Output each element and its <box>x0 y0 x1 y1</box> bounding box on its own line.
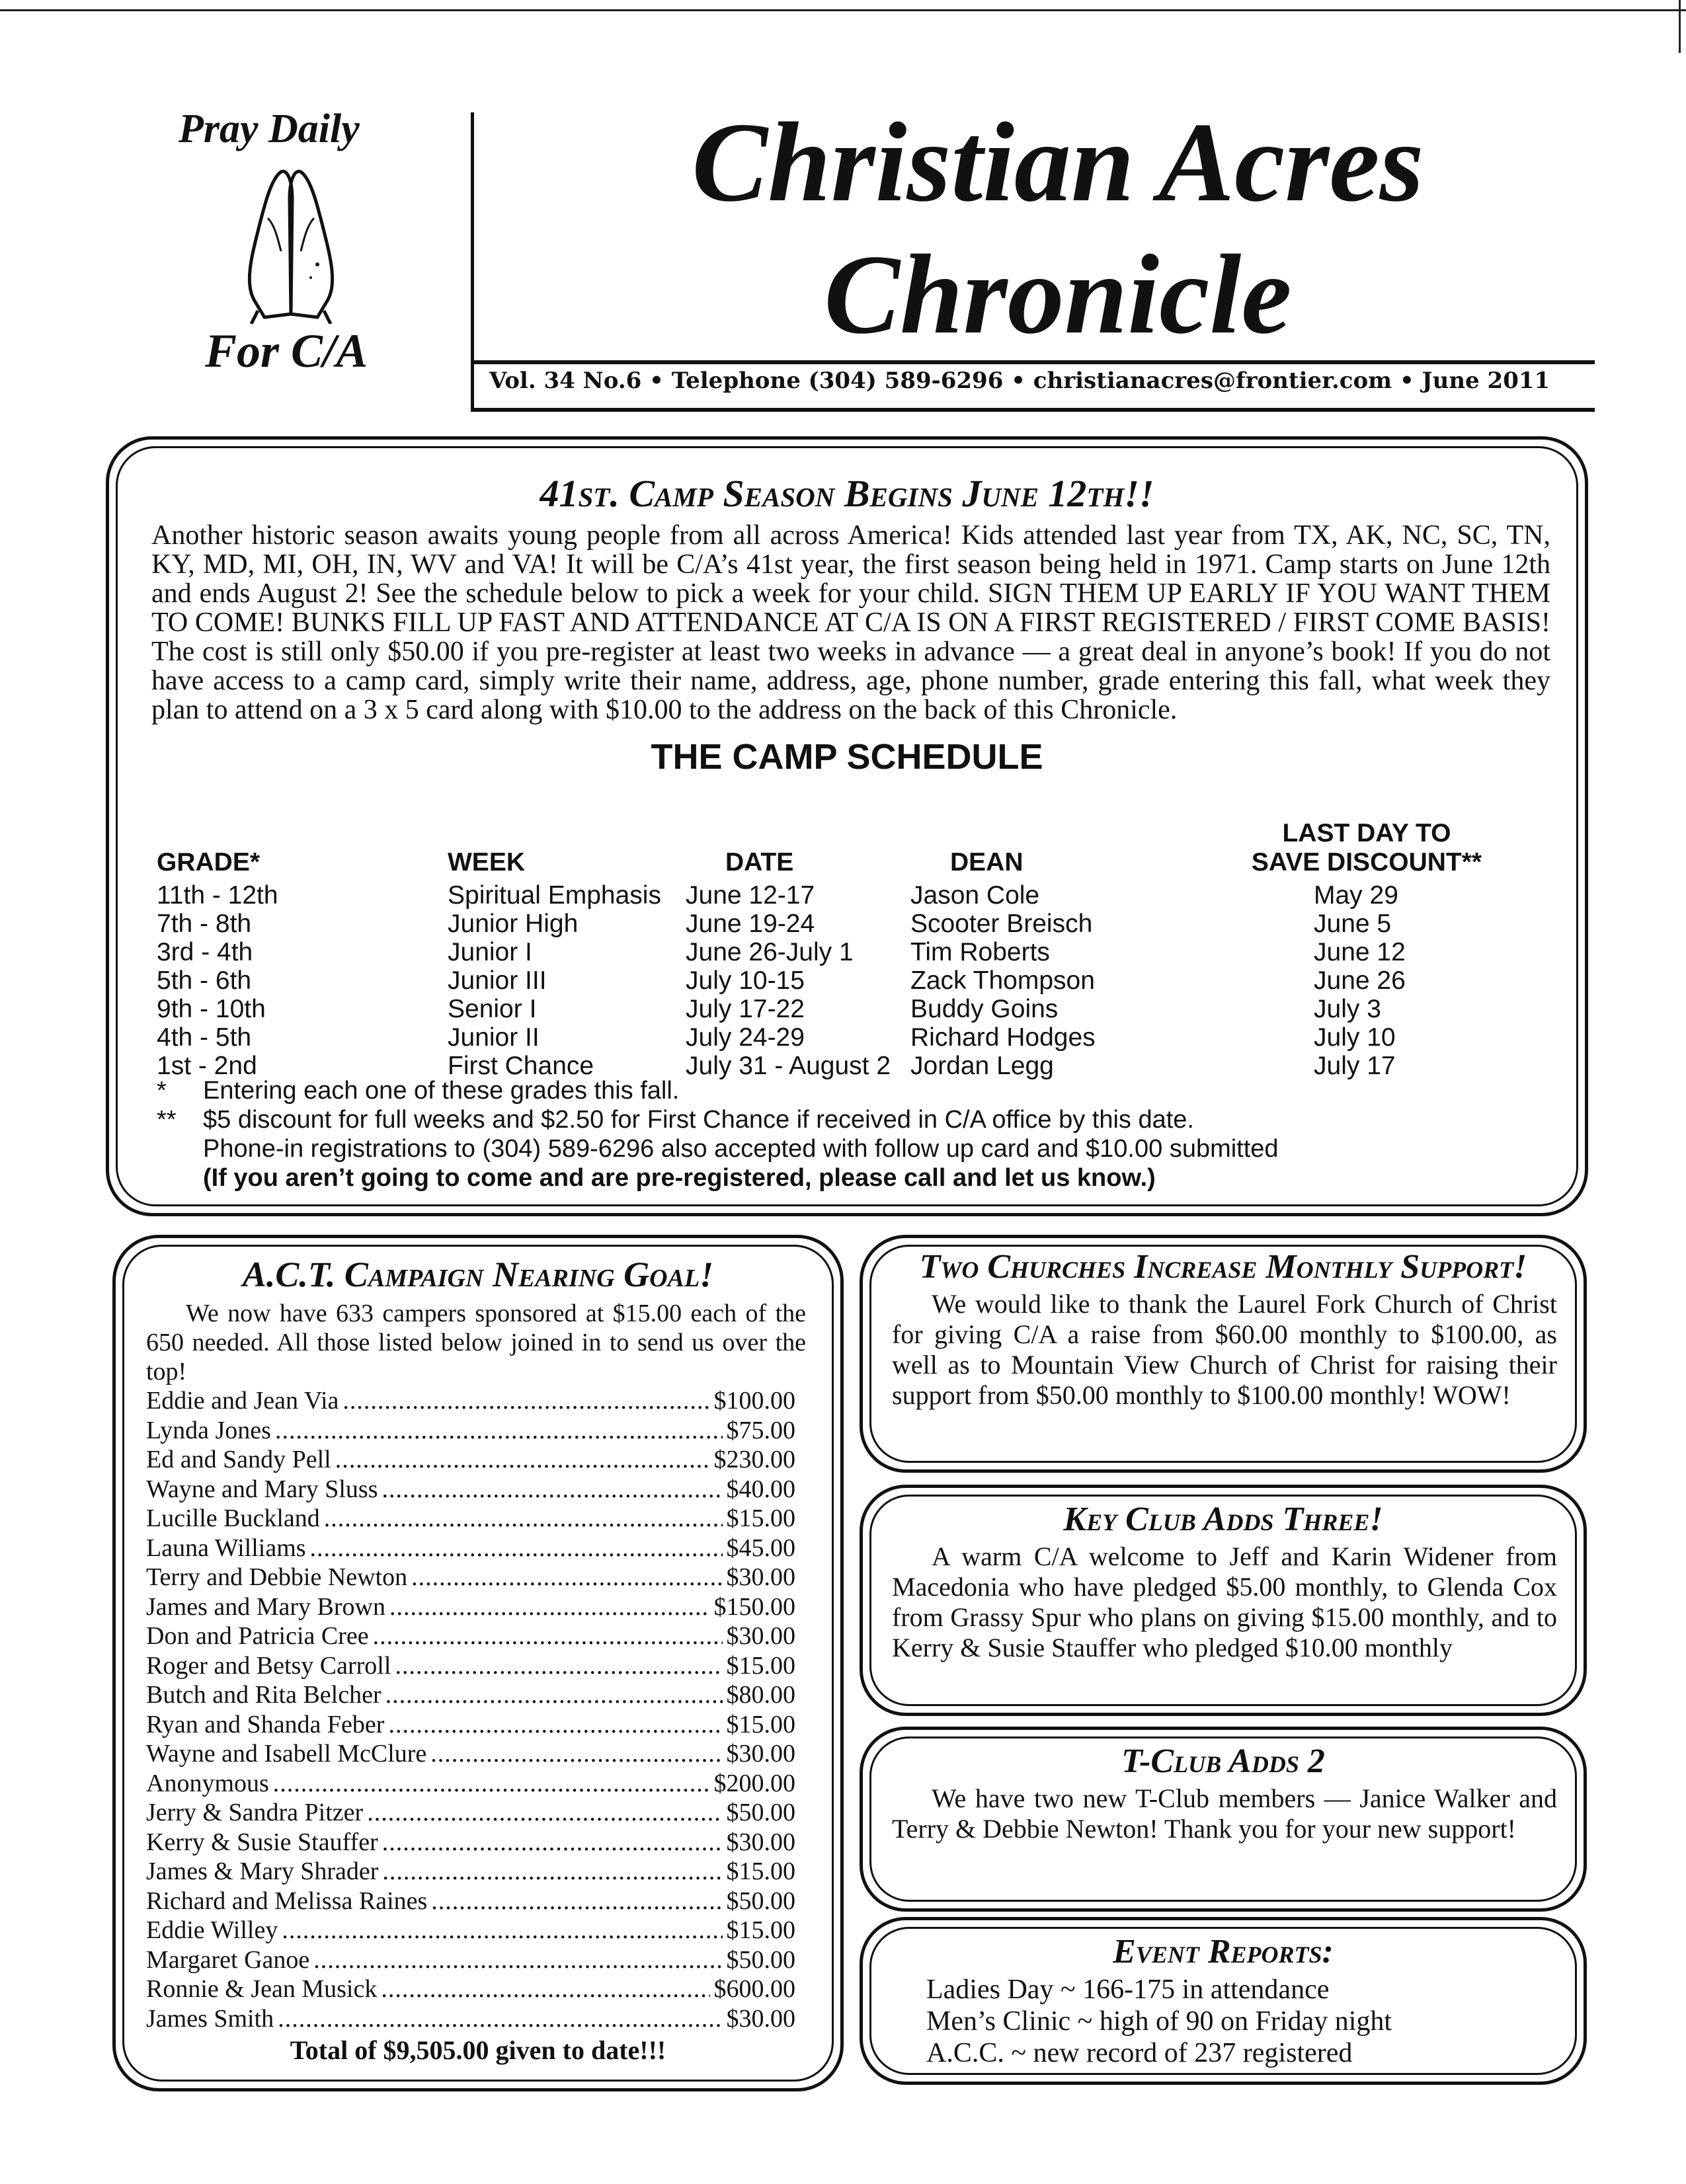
donor-row <box>146 1680 795 1710</box>
row-date: July 17-22 <box>686 995 805 1023</box>
schedule-row <box>157 1052 1558 1080</box>
note2-text: $5 discount for full weeks and $2.50 for First Chance if received in C/A office by this date. <box>203 1106 1194 1134</box>
act-intro-text: We now have 633 campers sponsored at $15.00 each of the 650 needed. All those listed below joined in to send us over the top! <box>146 1300 806 1385</box>
donor-amount: $50.00 <box>726 1887 795 1915</box>
donor-row <box>146 1534 795 1563</box>
note2-mark: ** <box>157 1106 177 1134</box>
event-list <box>926 1974 1557 2069</box>
donor-row <box>146 1798 795 1828</box>
act-campaign-box <box>112 1235 844 2091</box>
schedule-row <box>157 1023 1558 1052</box>
leader-dots <box>411 1563 722 1592</box>
donor-amount: $50.00 <box>726 1799 795 1826</box>
donor-amount: $15.00 <box>726 1651 795 1680</box>
donor-amount: $50.00 <box>726 1945 795 1974</box>
two-churches-box <box>860 1235 1587 1473</box>
donor-amount: $30.00 <box>726 1828 795 1856</box>
header-last-day-line1: LAST DAY TO <box>1282 819 1451 847</box>
leader-dots <box>324 1504 723 1534</box>
events-headline: Event Reports: <box>1113 1933 1334 1970</box>
header-last-day-line2: SAVE DISCOUNT** <box>1251 848 1482 877</box>
top-border-line <box>0 9 1686 11</box>
praying-hands-icon <box>218 159 364 324</box>
donor-amount: $15.00 <box>726 1857 795 1885</box>
act-total: Total of $9,505.00 given to date!!! <box>290 2035 666 2065</box>
churches-body-text: We would like to thank the Laurel Fork Church of Christ for giving C/A a raise from $60.00 monthly to $100.00, as well as to Mountain View Church of Christ for raising their support from $50.00 monthly to $100.00 monthly! WOW! <box>892 1289 1557 1410</box>
donor-row <box>146 1504 795 1534</box>
row-grade: 7th - 8th <box>157 910 252 938</box>
row-week: Spiritual Emphasis <box>448 881 661 910</box>
masthead-rule-top <box>471 360 1595 364</box>
leader-dots <box>381 1974 709 2004</box>
donor-name: Anonymous <box>146 1769 269 1797</box>
row-grade: 11th - 12th <box>157 881 278 910</box>
note-discount-footnote <box>157 1105 1279 1134</box>
keyclub-headline: Key Club Adds Three! <box>1063 1501 1383 1538</box>
leader-dots <box>335 1445 710 1475</box>
donor-name: Butch and Rita Belcher <box>146 1681 381 1709</box>
row-grade: 4th - 5th <box>157 1023 252 1052</box>
schedule-row <box>157 881 1558 910</box>
leader-dots <box>389 1592 710 1622</box>
schedule-row <box>157 910 1558 938</box>
row-dean: Jordan Legg <box>910 1052 1054 1080</box>
leader-dots <box>310 1534 723 1563</box>
donor-amount: $30.00 <box>726 2004 795 2033</box>
row-dean: Richard Hodges <box>910 1023 1096 1052</box>
row-grade: 9th - 10th <box>157 995 266 1023</box>
event-item: A.C.C. ~ new record of 237 registered <box>926 2038 1353 2068</box>
row-week: Junior I <box>448 938 532 966</box>
churches-headline: Two Churches Increase Monthly Support! <box>919 1248 1527 1286</box>
leader-dots <box>373 1621 723 1651</box>
donor-name: Don and Patricia Cree <box>146 1622 369 1650</box>
donor-amount: $40.00 <box>726 1475 795 1503</box>
row-date: June 12-17 <box>686 881 815 910</box>
camp-season-box <box>106 436 1588 1216</box>
donor-amount: $80.00 <box>726 1681 795 1709</box>
donor-name: Launa Williams <box>146 1534 306 1562</box>
leader-dots <box>273 1769 710 1799</box>
camp-headline: 41st. Camp Season Begins June 12th!! <box>540 472 1154 515</box>
masthead-vertical-rule <box>471 112 474 410</box>
donor-name: James & Mary Shrader <box>146 1857 379 1885</box>
donor-row <box>146 1475 795 1504</box>
row-dean: Scooter Breisch <box>910 910 1093 938</box>
donor-amount: $30.00 <box>726 1563 795 1591</box>
row-grade: 5th - 6th <box>157 966 252 995</box>
row-last-day: June 26 <box>1314 966 1406 995</box>
header-last-day <box>1241 819 1492 877</box>
donor-row <box>146 1710 795 1740</box>
schedule-row <box>157 995 1558 1023</box>
donor-name: Eddie and Jean Via <box>146 1387 339 1415</box>
leader-dots <box>385 1680 723 1710</box>
act-headline: A.C.T. Campaign Nearing Goal! <box>242 1255 714 1294</box>
leader-dots <box>282 1916 722 1945</box>
donor-row <box>146 1857 795 1887</box>
donor-amount: $15.00 <box>726 1710 795 1738</box>
donor-amount: $600.00 <box>713 1975 795 2003</box>
donor-name: Wayne and Mary Sluss <box>146 1475 378 1503</box>
donor-name: Lynda Jones <box>146 1416 271 1444</box>
donor-row <box>146 1828 795 1857</box>
leader-dots <box>382 1475 723 1504</box>
note-phone-registration <box>157 1134 1279 1163</box>
row-week: First Chance <box>448 1052 594 1080</box>
leader-dots <box>382 1857 722 1887</box>
leader-dots <box>278 2004 722 2034</box>
donor-row <box>146 1887 795 1916</box>
issue-info-line: Vol. 34 No.6 • Telephone (304) 589-6296 • christianacres@frontier.com • June 2011 <box>489 368 1550 394</box>
leader-dots <box>342 1386 709 1416</box>
camp-body-text: Another historic season awaits young people from all across America! Kids attended last year from TX, AK, NC, SC, TN, KY, MD, MI, OH, IN, WV and VA! It will be C/A’s 41st year, the first season being held in 1971. Camp starts on June 12th and ends August 2! See the schedule below to pick a week for your child. SIGN THEM UP EARLY IF YOU WANT THEM TO COME! BUNKS FILL UP FAST AND ATTENDANCE AT C/A IS ON A FIRST REGISTERED / FIRST COME BASIS! The cost is still only $50.00 if you pre-register at least two weeks in advance — a great deal in anyone’s book! If you do not have access to a camp card, simply write their name, address, age, phone number, grade entering this fall, what week they plan to attend on a 3 x 5 card along with $10.00 to the address on the back of this Chronicle. <box>151 520 1550 725</box>
masthead-rule-bottom <box>471 408 1595 412</box>
tclub-headline: T-Club Adds 2 <box>1121 1742 1325 1780</box>
leader-dots <box>382 1828 723 1857</box>
donor-amount: $15.00 <box>726 1916 795 1944</box>
donor-name: Margaret Ganoe <box>146 1945 310 1974</box>
donor-name: Terry and Debbie Newton <box>146 1563 408 1591</box>
row-dean: Tim Roberts <box>910 938 1050 966</box>
note-grade-footnote <box>157 1076 1279 1105</box>
donor-row <box>146 1651 795 1681</box>
note3-text: Phone-in registrations to (304) 589-6296 also accepted with follow up card and $10.00 submitted <box>203 1135 1279 1163</box>
donor-row <box>146 1445 795 1475</box>
row-dean: Buddy Goins <box>910 995 1059 1023</box>
note1-text: Entering each one of these grades this fall. <box>203 1077 680 1105</box>
donor-amount: $30.00 <box>726 1622 795 1650</box>
donor-name: Eddie Willey <box>146 1916 278 1944</box>
donor-amount: $15.00 <box>726 1504 795 1532</box>
leader-dots <box>367 1798 722 1828</box>
donor-name: Ed and Sandy Pell <box>146 1446 331 1473</box>
donor-row <box>146 1739 795 1769</box>
event-item: Men’s Clinic ~ high of 90 on Friday night <box>926 2006 1392 2037</box>
donor-name: Ryan and Shanda Feber <box>146 1710 385 1738</box>
row-grade: 3rd - 4th <box>157 938 253 966</box>
donor-amount: $200.00 <box>713 1769 795 1797</box>
donor-row <box>146 1769 795 1799</box>
row-date: July 10-15 <box>686 966 805 995</box>
event-reports-box <box>860 1917 1587 2085</box>
header-date: DATE <box>725 848 794 877</box>
donor-amount: $75.00 <box>726 1416 795 1444</box>
keyclub-body-text: A warm C/A welcome to Jeff and Karin Widener from Macedonia who have pledged $5.00 monthly, to Glenda Cox from Grassy Spur who plans on giving $15.00 monthly, and to Kerry & Susie Stauffer who pledged $10.00 monthly <box>892 1541 1557 1662</box>
donor-amount: $30.00 <box>726 1740 795 1768</box>
row-week: Senior I <box>448 995 537 1023</box>
donor-name: James and Mary Brown <box>146 1592 385 1621</box>
header-week: WEEK <box>448 848 525 877</box>
schedule-row <box>157 938 1558 966</box>
leader-dots <box>388 1710 722 1740</box>
header-grade: GRADE* <box>157 848 261 877</box>
note-please-call <box>157 1163 1279 1192</box>
right-border-line <box>1679 0 1681 53</box>
donor-list <box>146 1386 795 2033</box>
donor-amount: $230.00 <box>713 1446 795 1473</box>
row-grade: 1st - 2nd <box>157 1052 257 1080</box>
leader-dots <box>395 1651 722 1681</box>
row-week: Junior III <box>448 966 547 995</box>
donor-row <box>146 1592 795 1622</box>
donor-amount: $100.00 <box>713 1387 795 1415</box>
row-dean: Jason Cole <box>910 881 1040 910</box>
donor-row <box>146 1563 795 1592</box>
donor-amount: $45.00 <box>726 1534 795 1562</box>
row-date: July 31 - August 2 <box>686 1052 891 1080</box>
row-dean: Zack Thompson <box>910 966 1095 995</box>
donor-name: Jerry & Sandra Pitzer <box>146 1799 364 1826</box>
donor-row <box>146 1974 795 2004</box>
key-club-box <box>860 1485 1587 1716</box>
row-last-day: June 5 <box>1314 910 1392 938</box>
donor-name: Roger and Betsy Carroll <box>146 1651 391 1680</box>
donor-name: Lucille Buckland <box>146 1504 320 1532</box>
event-item: Ladies Day ~ 166-175 in attendance <box>926 1974 1330 2005</box>
newsletter-title-line2: Chronicle <box>824 232 1292 358</box>
schedule-notes <box>157 1076 1279 1192</box>
donor-row <box>146 1386 795 1416</box>
row-date: June 19-24 <box>686 910 815 938</box>
donor-row <box>146 2004 795 2034</box>
leader-dots <box>313 1945 722 1975</box>
donor-row <box>146 1945 795 1975</box>
row-last-day: May 29 <box>1314 881 1398 910</box>
header-dean: DEAN <box>950 848 1024 877</box>
donor-amount: $150.00 <box>713 1592 795 1621</box>
donor-name: Richard and Melissa Raines <box>146 1887 428 1915</box>
t-club-box <box>860 1727 1587 1912</box>
row-week: Junior High <box>448 910 579 938</box>
donor-row <box>146 1416 795 1446</box>
row-last-day: July 3 <box>1314 995 1381 1023</box>
schedule-header-row <box>157 816 1558 877</box>
schedule-row <box>157 966 1558 995</box>
donor-row <box>146 1916 795 1945</box>
row-last-day: July 10 <box>1314 1023 1396 1052</box>
pray-daily-logo <box>152 106 443 397</box>
newsletter-title-line1: Christian Acres <box>692 100 1424 225</box>
row-date: June 26-July 1 <box>686 938 854 966</box>
leader-dots <box>431 1887 722 1916</box>
row-last-day: July 17 <box>1314 1052 1396 1080</box>
donor-row <box>146 1621 795 1651</box>
leader-dots <box>430 1739 722 1769</box>
note1-mark: * <box>157 1077 167 1105</box>
donor-name: Ronnie & Jean Musick <box>146 1975 378 2003</box>
row-date: July 24-29 <box>686 1023 805 1052</box>
logo-bottom-text: For C/A <box>205 325 368 377</box>
leader-dots <box>275 1416 723 1446</box>
row-week: Junior II <box>448 1023 540 1052</box>
donor-name: Kerry & Susie Stauffer <box>146 1828 378 1856</box>
tclub-body-text: We have two new T-Club members — Janice Walker and Terry & Debbie Newton! Thank you for your new support! <box>892 1783 1557 1844</box>
donor-name: James Smith <box>146 2004 274 2033</box>
note4-text: (If you aren’t going to come and are pre-registered, please call and let us know.) <box>203 1164 1156 1192</box>
schedule-title: THE CAMP SCHEDULE <box>651 737 1043 777</box>
logo-top-text: Pray Daily <box>179 106 360 151</box>
donor-name: Wayne and Isabell McClure <box>146 1740 427 1768</box>
row-last-day: June 12 <box>1314 938 1406 966</box>
